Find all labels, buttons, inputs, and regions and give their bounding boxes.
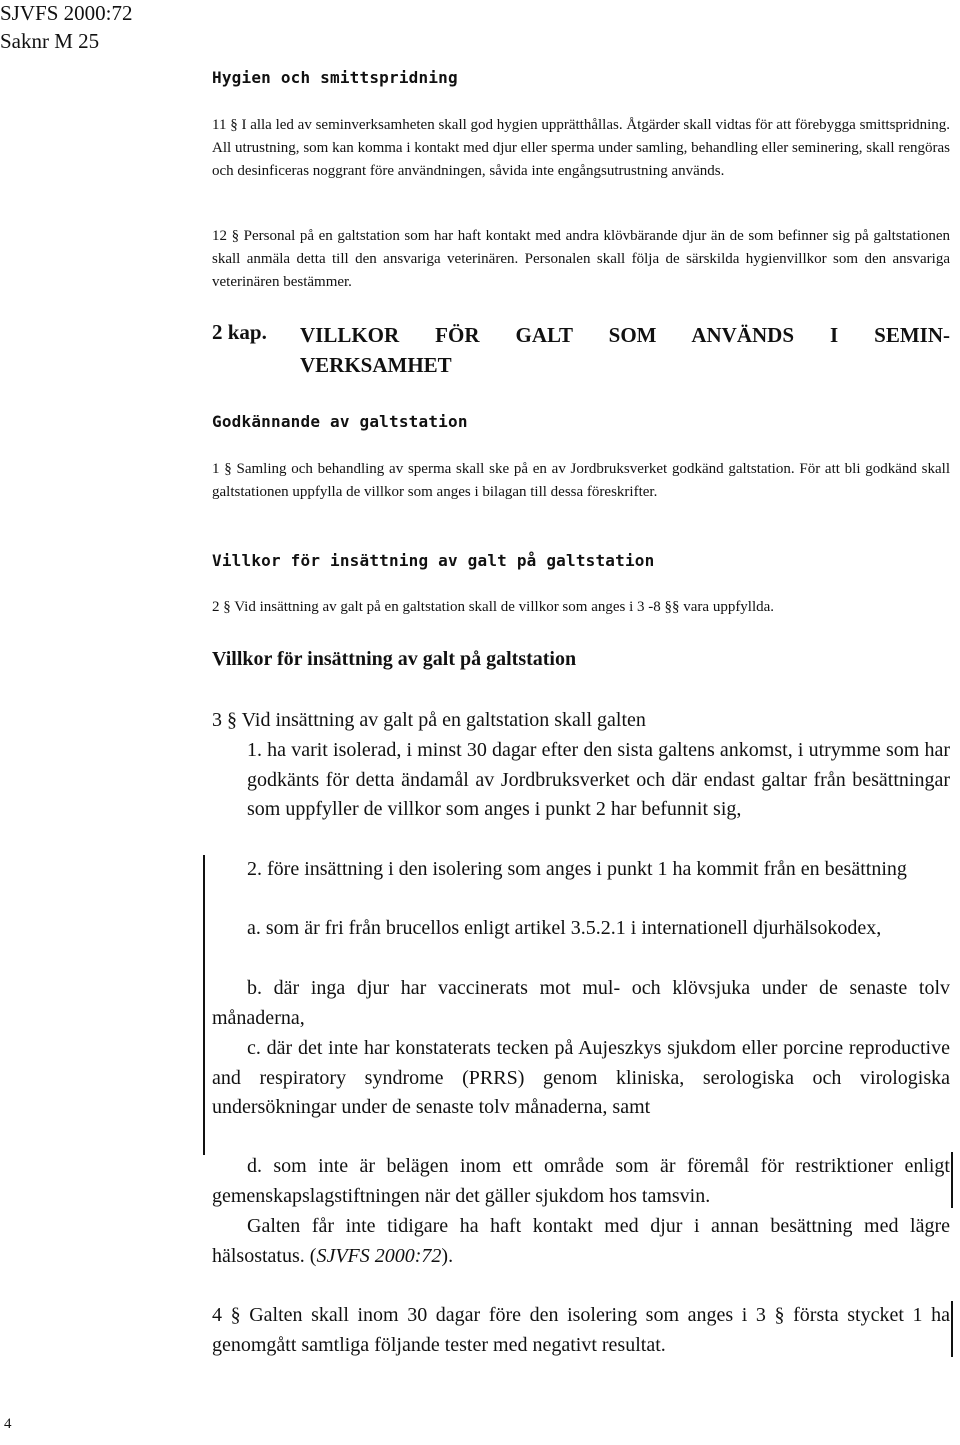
section-heading-godkannande: Godkännande av galtstation (212, 412, 468, 431)
page-number: 4 (4, 1416, 12, 1432)
list-item-2: 2. före insättning i den isolering som anges i punkt 1 ha kommit från en besättning (247, 858, 907, 880)
list-item-1: 1. ha varit isolerad, i minst 30 dagar efter den sista galtens ankomst, i utrymme som har godkänts för detta ändamål av Jordbruksverket och där endast galtar från besättningar som uppfyller de villkor som anges i punkt 2 har befunnit sig, (247, 739, 950, 821)
list-item-2b: b. där inga djur har vaccinerats mot mul- och klövsjuka under de senaste tolv månaderna, (212, 977, 950, 1029)
chapter-title-line2: VERKSAMHET (300, 353, 452, 377)
closing-paragraph: Galten får inte tidigare ha haft kontakt med djur i annan besättning med lägre hälsostatus. (SJVFS 2000:72). (212, 1215, 950, 1267)
section-heading-villkor-serif: Villkor för insättning av galt på galtstation (212, 648, 577, 670)
paragraph-3-intro: 3 § Vid insättning av galt på en galtstation skall galten (212, 709, 646, 731)
paragraph-12: 12 § Personal på en galtstation som har haft kontakt med andra klövbärande djur än de som befinner sig på galtstationen skall anmäla detta till den ansvariga veterinären. Personalen skall följa de särskilda hygienvillkor som den ansvariga veterinären bestämmer. (212, 228, 950, 290)
section-heading-hygien: Hygien och smittspridning (212, 68, 458, 87)
document-saknr: Saknr M 25 (0, 29, 100, 53)
change-bar-right (951, 1152, 953, 1208)
paragraph-2: 2 § Vid insättning av galt på en galtstation skall de villkor som anges i 3 -8 §§ vara uppfyllda. (212, 599, 775, 615)
paragraph-1: 1 § Samling och behandling av sperma skall ske på en av Jordbruksverket godkänd galtstation. För att bli godkänd skall galtstationen uppfylla de villkor som anges i bilagan till dessa föreskrifter. (212, 461, 950, 500)
paragraph-4: 4 § Galten skall inom 30 dagar före den isolering som anges i 3 § första stycket 1 ha genomgått samtliga följande tester med negativt resultat. (212, 1304, 950, 1356)
change-bar-right-2 (951, 1301, 953, 1357)
chapter-title-line1: VILLKOR FÖR GALT SOM ANVÄNDS I SEMIN- (300, 323, 950, 347)
section-heading-villkor: Villkor för insättning av galt på galtstation (212, 551, 655, 570)
paragraph-11: 11 § I alla led av seminverksamheten skall god hygien upprätthållas. Åtgärder skall vidtas för att förebygga smittspridning. All utrustning, som kan komma i kontakt med djur eller sperma under samling, behandling eller seminering, skall rengöras och desinficeras noggrant före användningen, såvida inte engångsutrustning används. (212, 117, 951, 179)
closing-reference: SJVFS 2000:72 (316, 1244, 442, 1267)
list-item-2d: d. som inte är belägen inom ett område som är föremål för restriktioner enligt gemenskapslagstiftningen när det gäller sjukdom hos tamsvin. (212, 1155, 950, 1207)
chapter-number: 2 kap. (212, 320, 267, 344)
document-code: SJVFS 2000:72 (0, 1, 133, 25)
list-item-2a: a. som är fri från brucellos enligt artikel 3.5.2.1 i internationell djurhälsokodex, (247, 917, 882, 939)
change-bar-left (203, 855, 205, 1155)
list-item-2c: c. där det inte har konstaterats tecken på Aujeszkys sjukdom eller porcine reproductive and respiratory syndrome (PRRS) genom kliniska, serologiska och virologiska undersökningar under de senaste tolv månaderna, samt (212, 1037, 950, 1119)
